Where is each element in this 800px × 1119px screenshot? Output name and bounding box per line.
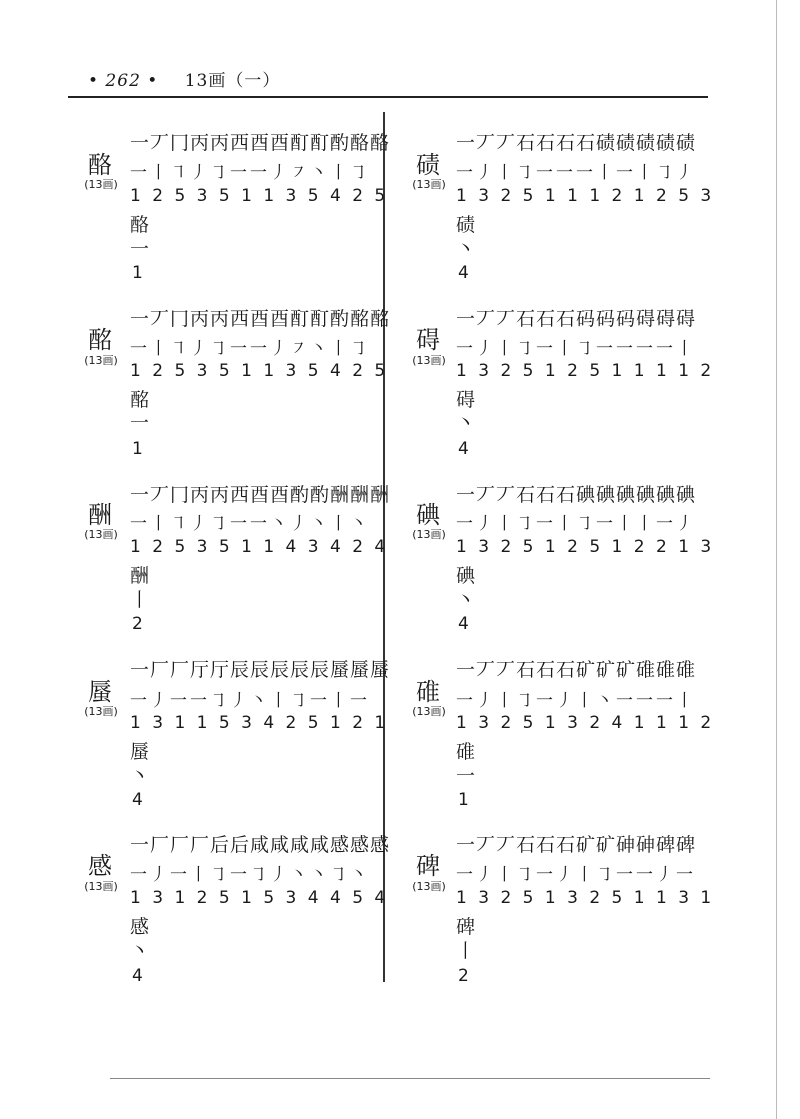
stroke-sequence: 一厂厂厂后后咸咸咸咸感感感 xyxy=(130,834,391,856)
stroke-numbers: 1 2 5 3 5 1 1 3 5 4 2 5 xyxy=(130,361,386,381)
entry-character: 碑 xyxy=(416,852,440,880)
entry-character: 酬 xyxy=(88,501,112,529)
entry-character: 蜃 xyxy=(88,678,112,706)
entry-stroke-count: (13画) xyxy=(84,705,118,718)
stroke-numbers: 1 3 2 5 1 2 5 1 1 1 1 2 xyxy=(456,361,712,381)
stroke-numbers: 1 3 2 5 1 1 1 2 1 2 5 3 xyxy=(456,186,712,206)
continuation-stroke: 丨 xyxy=(456,940,476,962)
stroke-names: 一丨㇕丿㇆一一丶丿丶丨丶 xyxy=(130,514,370,534)
continuation-number: 1 xyxy=(132,263,143,283)
continuation-stroke: 丶 xyxy=(130,940,150,962)
entry-stroke-count: (13画) xyxy=(412,354,446,367)
continuation-character: 碛 xyxy=(456,214,476,236)
continuation-character: 酪 xyxy=(130,214,150,236)
continuation-number: 2 xyxy=(132,614,143,634)
entry-character: 碓 xyxy=(416,678,440,706)
stroke-names: 一丨㇕丿㇆一一丿㇇丶丨㇆ xyxy=(130,339,370,359)
stroke-sequence: 一丆丆石石石石碛碛碛碛碛 xyxy=(456,132,697,154)
continuation-number: 4 xyxy=(132,966,143,986)
stroke-sequence: 一丆丆石石石矿矿砷砷碑碑 xyxy=(456,834,697,856)
entry-stroke-count: (13画) xyxy=(412,880,446,893)
continuation-stroke: 丶 xyxy=(130,765,150,787)
entry-stroke-count: (13画) xyxy=(84,354,118,367)
stroke-names: 一丿丨㇆一丨㇆一丨丨一丿 xyxy=(456,514,696,534)
continuation-character: 感 xyxy=(130,916,150,938)
continuation-stroke: 丶 xyxy=(456,238,476,260)
continuation-character: 蜃 xyxy=(130,741,150,763)
stroke-numbers: 1 3 2 5 1 3 2 4 1 1 1 2 xyxy=(456,713,712,733)
entry-stroke-count: (13画) xyxy=(84,528,118,541)
stroke-names: 一丿一一㇆丿丶丨㇆一丨一 xyxy=(130,691,370,711)
continuation-number: 4 xyxy=(458,439,469,459)
continuation-stroke: 丨 xyxy=(130,589,150,611)
entry-character: 酩 xyxy=(88,326,112,354)
entry-character: 碘 xyxy=(416,501,440,529)
continuation-character: 碍 xyxy=(456,389,476,411)
stroke-sequence: 一丆丆石石石碘碘碘碘碘碘 xyxy=(456,484,697,506)
continuation-stroke: 一 xyxy=(130,412,150,434)
stroke-numbers: 1 3 1 1 5 3 4 2 5 1 2 1 xyxy=(130,713,386,733)
entry-stroke-count: (13画) xyxy=(84,178,118,191)
stroke-sequence: 一丆冂丙丙西酉酉酌酌酬酬酬 xyxy=(130,484,391,506)
stroke-numbers: 1 2 5 3 5 1 1 3 5 4 2 5 xyxy=(130,186,386,206)
page-header xyxy=(88,66,280,91)
stroke-sequence: 一丆丆石石石码码码碍碍碍 xyxy=(456,308,697,330)
stroke-names: 一丿丨㇆一丿丨丶一一一丨 xyxy=(456,691,696,711)
continuation-number: 1 xyxy=(132,439,143,459)
continuation-character: 酬 xyxy=(130,565,150,587)
footer-rule xyxy=(110,1078,710,1079)
stroke-numbers: 1 3 2 5 1 3 2 5 1 1 3 1 xyxy=(456,888,712,908)
page-number: • 262 • xyxy=(88,71,159,91)
entry-character: 碍 xyxy=(416,326,440,354)
continuation-stroke: 丶 xyxy=(456,589,476,611)
stroke-names: 一丿丨㇆一一一丨一丨㇆丿 xyxy=(456,163,696,183)
header-rule xyxy=(68,96,708,98)
section-title: 13画（一） xyxy=(184,71,281,91)
entry-character: 酪 xyxy=(88,151,112,179)
stroke-names: 一丿丨㇆一丨㇆一一一一丨 xyxy=(456,339,696,359)
stroke-names: 一丿丨㇆一丿丨㇆一一丿一 xyxy=(456,865,696,885)
stroke-sequence: 一丆冂丙丙西酉酉酊酊酌酪酪 xyxy=(130,132,391,154)
continuation-number: 4 xyxy=(458,614,469,634)
stroke-numbers: 1 3 1 2 5 1 5 3 4 4 5 4 xyxy=(130,888,386,908)
entry-character: 感 xyxy=(88,852,112,880)
continuation-character: 酩 xyxy=(130,389,150,411)
entry-stroke-count: (13画) xyxy=(412,528,446,541)
entry-stroke-count: (13画) xyxy=(412,178,446,191)
continuation-character: 碑 xyxy=(456,916,476,938)
entry-character: 碛 xyxy=(416,151,440,179)
continuation-stroke: 一 xyxy=(456,765,476,787)
entry-stroke-count: (13画) xyxy=(412,705,446,718)
continuation-number: 4 xyxy=(132,790,143,810)
continuation-stroke: 丶 xyxy=(456,412,476,434)
continuation-stroke: 一 xyxy=(130,238,150,260)
stroke-names: 一丿一丨㇆一㇆丿丶丶㇆丶 xyxy=(130,865,370,885)
entry-stroke-count: (13画) xyxy=(84,880,118,893)
stroke-numbers: 1 2 5 3 5 1 1 4 3 4 2 4 xyxy=(130,537,386,557)
stroke-sequence: 一厂厂厅厅辰辰辰辰辰蜃蜃蜃 xyxy=(130,659,391,681)
continuation-character: 碓 xyxy=(456,741,476,763)
continuation-number: 1 xyxy=(458,790,469,810)
continuation-number: 4 xyxy=(458,263,469,283)
stroke-sequence: 一丆冂丙丙西酉酉酊酊酌酩酩 xyxy=(130,308,391,330)
continuation-number: 2 xyxy=(458,966,469,986)
continuation-character: 碘 xyxy=(456,565,476,587)
stroke-numbers: 1 3 2 5 1 2 5 1 2 2 1 3 xyxy=(456,537,712,557)
scan-edge-line xyxy=(776,0,777,1119)
stroke-sequence: 一丆丆石石石矿矿矿碓碓碓 xyxy=(456,659,697,681)
stroke-names: 一丨㇕丿㇆一一丿㇇丶丨㇆ xyxy=(130,163,370,183)
